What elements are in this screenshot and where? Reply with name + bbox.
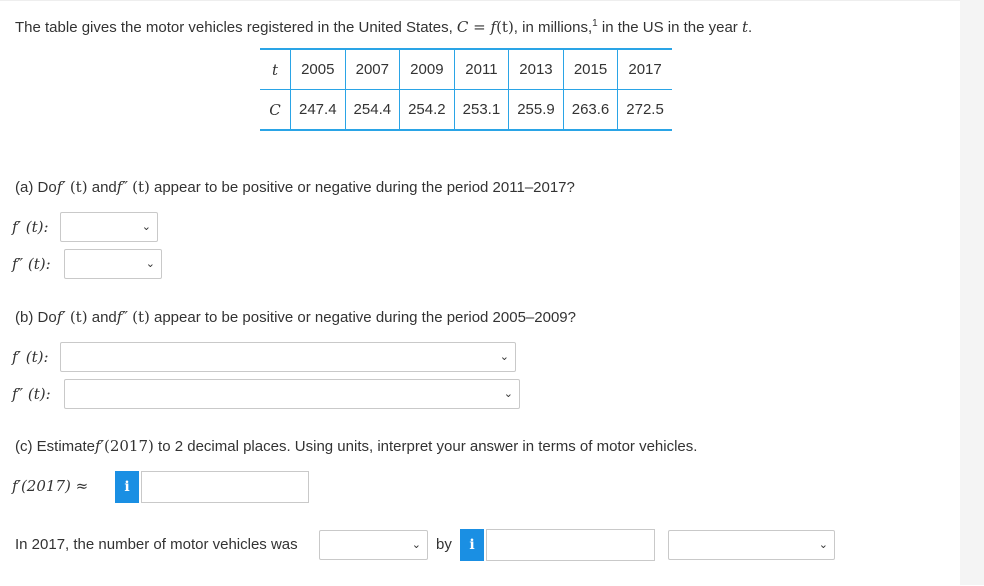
part-c-question [15, 437, 697, 455]
part-a-and: and [91, 179, 117, 196]
amount-input[interactable] [486, 529, 655, 561]
intro-period: . [748, 19, 753, 36]
info-icon[interactable]: i [460, 529, 484, 561]
part-b-fprime-select[interactable] [60, 342, 516, 372]
year-cell: 2009 [400, 49, 455, 90]
value-cell: 255.9 [509, 90, 564, 131]
intro-mid: , in millions, [513, 19, 593, 36]
part-b-and: and [91, 309, 117, 326]
year-cell: 2005 [291, 49, 346, 90]
part-a-arg2: (t) [132, 178, 150, 196]
chevron-down-icon: ⌄ [145, 257, 155, 270]
chevron-down-icon: ⌄ [503, 387, 513, 400]
value-cell: 254.2 [400, 90, 455, 131]
chevron-down-icon: ⌄ [499, 350, 509, 363]
table-row-values [260, 90, 672, 131]
footnote-marker: 1 [592, 18, 598, 29]
part-a-lead: (a) Do [15, 179, 57, 196]
part-a-fdouble-select[interactable] [64, 249, 162, 279]
value-cell: 254.4 [345, 90, 400, 131]
chevron-down-icon: ⌄ [141, 220, 151, 233]
part-a-fdouble-label: f″ (t): [12, 255, 51, 273]
intro-f: f [490, 18, 497, 36]
part-b-fdouble-select[interactable] [64, 379, 520, 409]
table-row-years [260, 49, 672, 90]
part-b-fprime: f′ [56, 308, 66, 326]
part-b-arg: (t) [69, 308, 88, 326]
part-a-fdouble: f″ [116, 178, 128, 196]
chevron-down-icon: ⌄ [818, 538, 828, 551]
interpret-sentence: In 2017, the number of motor vehicles was [15, 536, 298, 553]
part-a-fprime: f′ [56, 178, 66, 196]
part-b-tail: appear to be positive or negative during the period 2005–2009? [154, 309, 576, 326]
right-scroll-area [960, 0, 984, 585]
part-c-arg: (2017) [103, 437, 154, 455]
estimate-input[interactable] [141, 471, 309, 503]
row-label-C: C [260, 90, 291, 131]
part-c-fprime: f′ [95, 437, 104, 455]
value-cell: 272.5 [618, 90, 672, 131]
value-cell: 263.6 [563, 90, 618, 131]
part-a-tail: appear to be positive or negative during the period 2011–2017? [154, 179, 575, 196]
intro-text [15, 18, 752, 36]
part-a-arg: (t) [69, 178, 88, 196]
year-cell: 2011 [454, 49, 509, 90]
year-cell: 2017 [618, 49, 672, 90]
estimate-label: f′(2017) ≈ [12, 477, 89, 495]
part-b-fprime-label: f′ (t): [12, 348, 49, 366]
data-table [260, 48, 672, 131]
intro-before: The table gives the motor vehicles registered in the United States, [15, 19, 457, 36]
intro-eq: = [468, 18, 491, 36]
change-direction-select[interactable] [319, 530, 428, 560]
intro-C: C [456, 18, 469, 36]
part-b-fdouble: f″ [116, 308, 128, 326]
part-a-fprime-label: f′ (t): [12, 218, 49, 236]
intro-t-paren: (t) [496, 18, 514, 36]
part-b-question [15, 308, 576, 326]
intro-t: t [741, 18, 748, 36]
by-label: by [436, 536, 452, 553]
chevron-down-icon: ⌄ [411, 538, 421, 551]
info-icon[interactable]: i [115, 471, 139, 503]
row-label-t: t [260, 49, 291, 90]
year-cell: 2015 [563, 49, 618, 90]
year-cell: 2013 [509, 49, 564, 90]
part-b-fdouble-label: f″ (t): [12, 385, 51, 403]
year-cell: 2007 [345, 49, 400, 90]
value-cell: 253.1 [454, 90, 509, 131]
part-a-fprime-select[interactable] [60, 212, 158, 242]
part-b-arg2: (t) [132, 308, 150, 326]
units-select[interactable] [668, 530, 835, 560]
intro-after: in the US in the year [597, 19, 742, 36]
part-a-question [15, 178, 575, 196]
part-c-tail: to 2 decimal places. Using units, interpret your answer in terms of motor vehicles. [158, 438, 698, 455]
part-b-lead: (b) Do [15, 309, 57, 326]
part-c-lead: (c) Estimate [15, 438, 96, 455]
value-cell: 247.4 [291, 90, 346, 131]
